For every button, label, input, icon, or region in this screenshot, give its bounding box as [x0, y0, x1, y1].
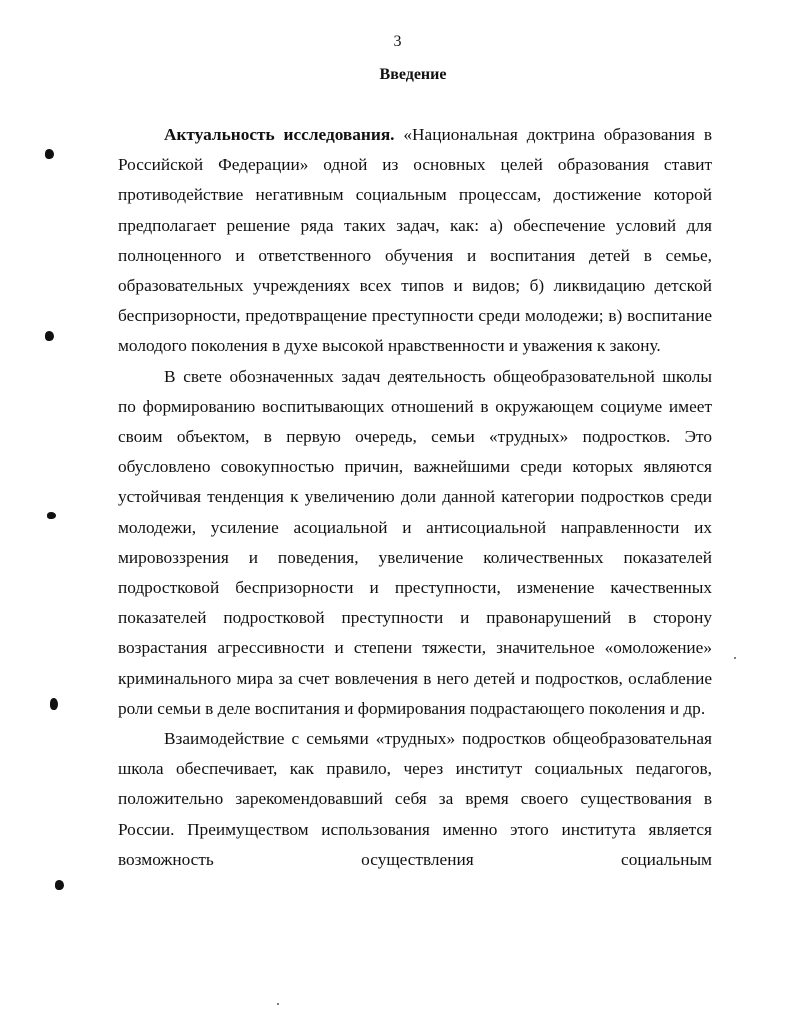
page-number: 3 [393, 33, 402, 50]
scan-speck [734, 657, 736, 659]
scan-mark [50, 698, 58, 710]
body-text [118, 120, 712, 875]
paragraph-interaction: Взаимодействие с семьями «трудных» подростков общеобразовательная школа обеспечивает, как правило, через институт социальных педагогов, положительно зарекомендовавший себя за время своего существования в России. Преимуществом использования именно этого института является возможность осуществления социальным [118, 729, 712, 869]
scan-speck [277, 1003, 279, 1005]
paragraph-tasks: В свете обозначенных задач деятельность общеобразовательной школы по формированию воспитывающих отношений в окружающем социуме имеет своим объектом, в первую очередь, семьи «трудных» подростков. Это обусловлено совокупностью причин, важнейшими среди которых являются устойчивая тенденция к увеличению доли данной категории подростков среди молодежи, усиление асоциальной и антисоциальной направленности их мировоззрения и поведения, увеличение количественных показателей подростковой беспризорности и преступности, изменение качественных показателей подростковой преступности и правонарушений в сторону возрастания агрессивности и степени тяжести, значительное «омоложение» криминального мира за счет вовлечения в него детей и подростков, ослабление роли семьи в деле воспитания и формирования подрастающего поколения и др. [118, 366, 712, 718]
section-heading: Введение [379, 66, 447, 83]
scan-mark [45, 331, 54, 341]
scan-mark [47, 512, 56, 519]
scan-mark [55, 880, 64, 890]
paragraph-text: «Национальная доктрина образования в Российской Федерации» одной из основных целей образования ставит противодействие негативным социальным процессам, достижение которой предполагает решение ряда таких задач, как: а) обеспечение условий для полноценного и ответственного обучения и воспитания детей в семье, образовательных учреждениях всех типов и видов; б) ликвидацию детской беспризорности, предотвращение преступности среди молодежи; в) воспитание молодого поколения в духе высокой нравственности и уважения к закону. [118, 125, 713, 356]
scan-mark [45, 149, 54, 159]
paragraph-lead: Актуальность исследования. [164, 125, 395, 144]
paragraph-relevance [118, 120, 712, 362]
